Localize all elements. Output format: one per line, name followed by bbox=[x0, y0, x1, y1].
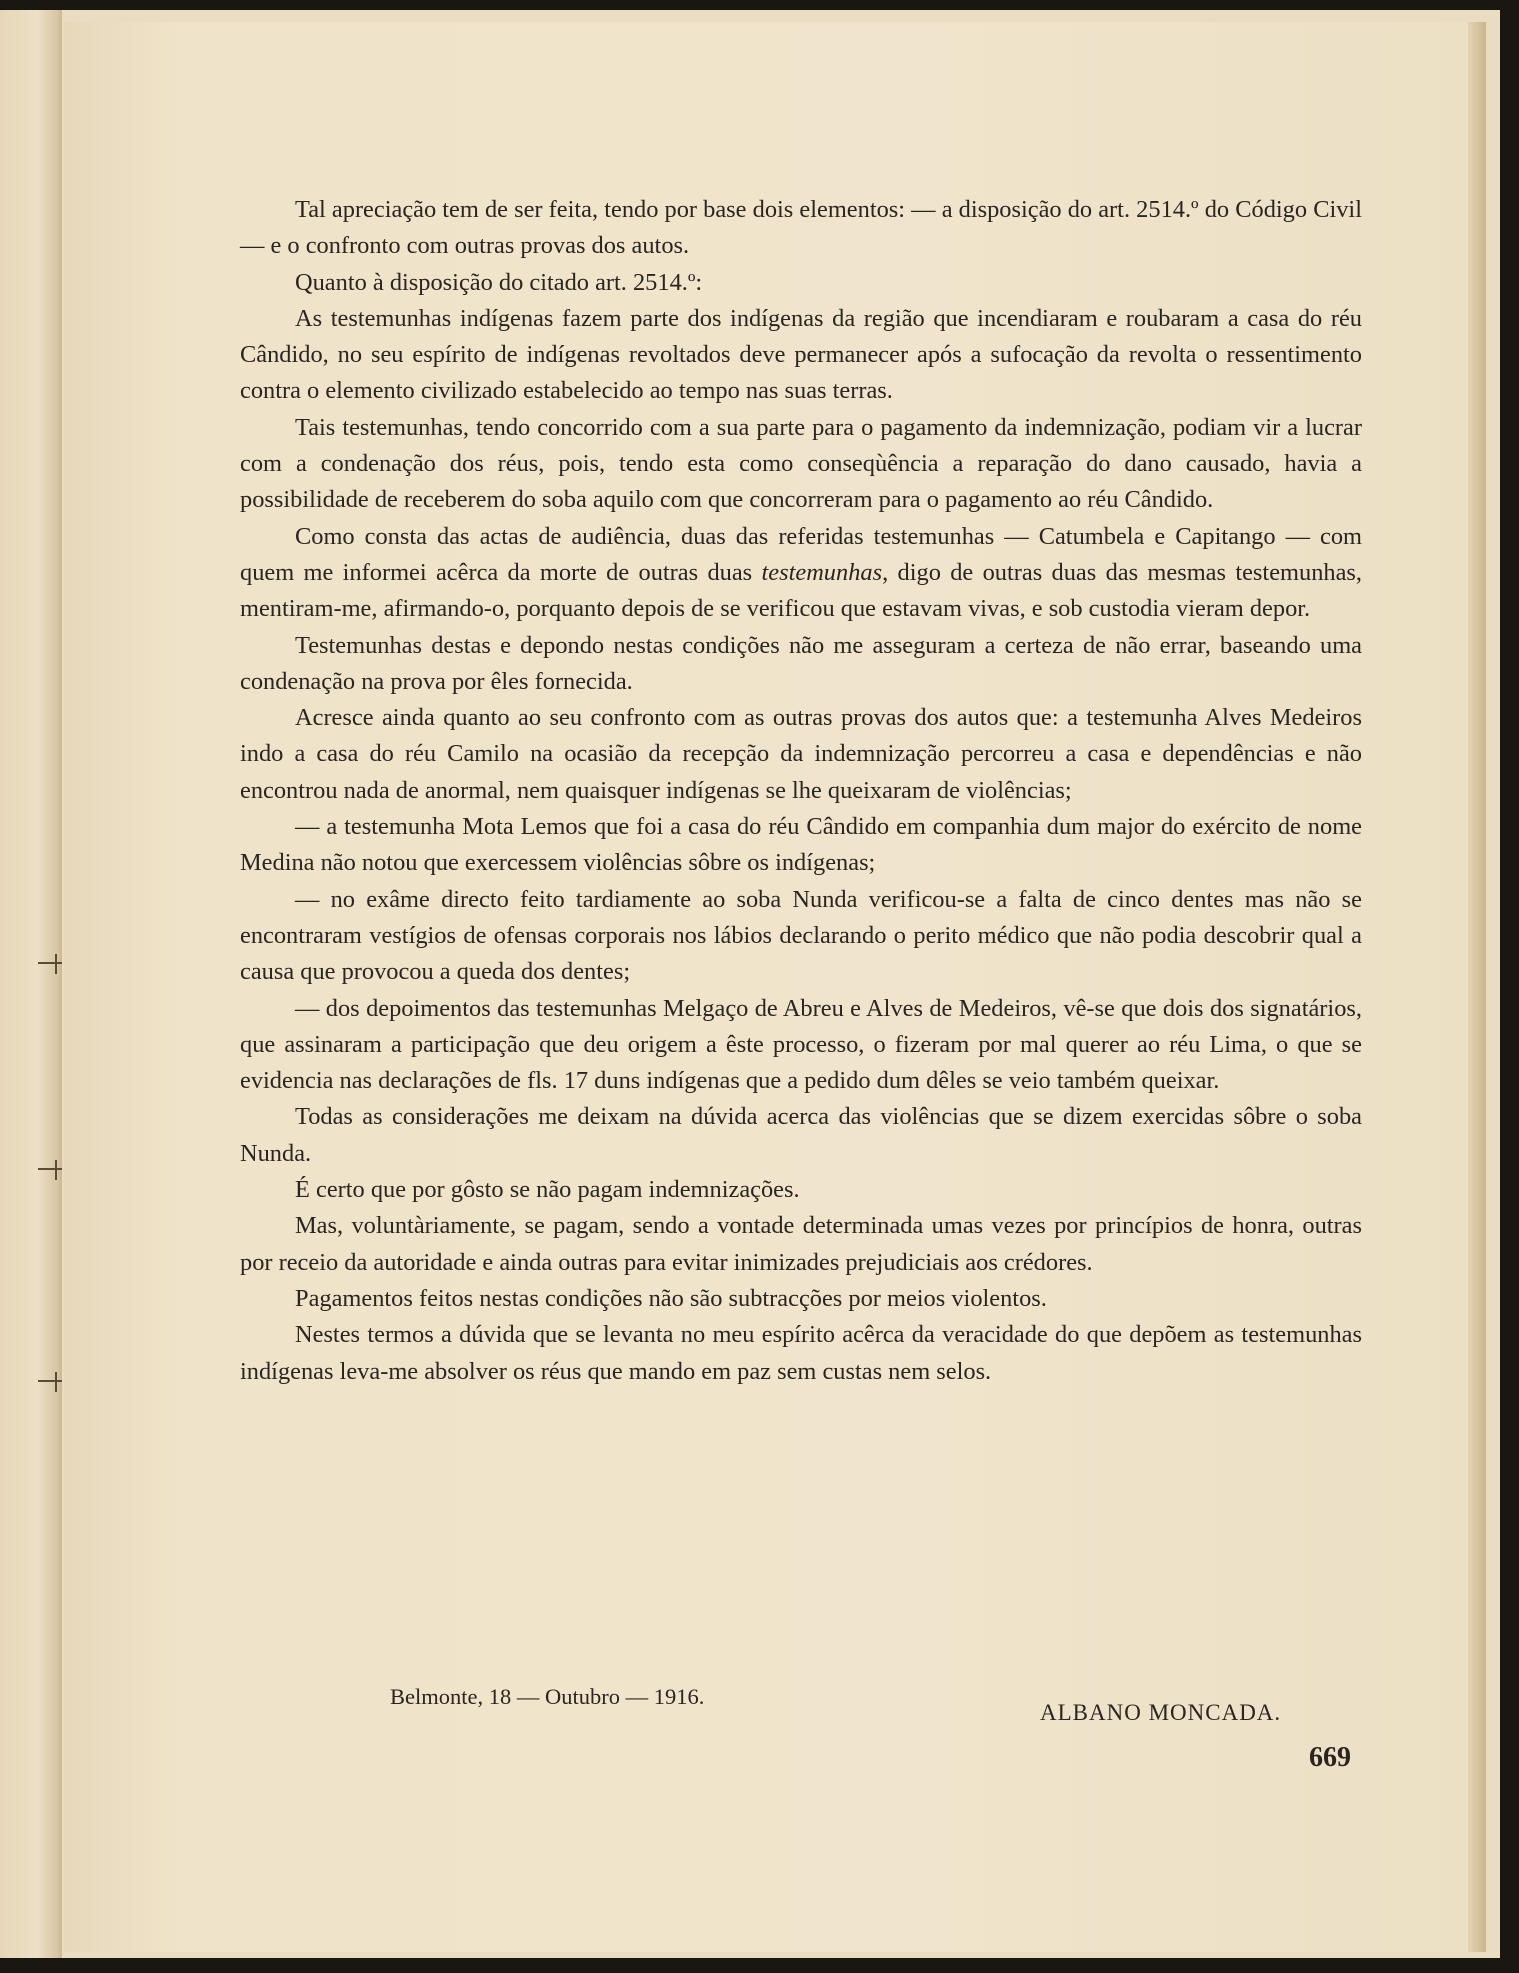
paragraph: Testemunhas destas e depondo nestas condições não me asseguram a certeza de não errar, baseando uma condenação na prova por êles fornecida. bbox=[240, 631, 1362, 695]
left-page-edge bbox=[0, 10, 62, 1958]
scan-frame bbox=[0, 10, 1500, 1958]
signature: ALBANO MONCADA. bbox=[1040, 1700, 1282, 1725]
paragraph: Nestes termos a dúvida que se levanta no meu espírito acêrca da veracidade do que depõem as testemunhas indígenas leva-me absolver os réus que mando em paz sem custas nem selos. bbox=[240, 1321, 1362, 1385]
margin-tick bbox=[38, 1380, 62, 1382]
page-right-edge bbox=[1468, 22, 1486, 1952]
document-page bbox=[64, 22, 1486, 1952]
paragraph: — dos depoimentos das testemunhas Melgaço de Abreu e Alves de Medeiros, vê-se que dois dos signatários, que assinaram a participação que deu origem a êste processo, o fizeram por mal querer ao réu Lima, o que se evidencia nas declarações de fls. 17 duns indígenas que a pedido dum dêles se veio também queixar. bbox=[240, 994, 1362, 1095]
body-text bbox=[240, 192, 1362, 1390]
paragraph-text: , digo de outras duas das mesmas testemunhas, mentiram-me, afirmando-o, porquanto depois de se verificou que estavam vivas, e sob custodia vieram depor. bbox=[240, 558, 1362, 623]
paragraph: É certo que por gôsto se não pagam indemnizações. bbox=[295, 1176, 800, 1204]
margin-tick bbox=[55, 954, 57, 974]
paragraph: Tais testemunhas, tendo concorrido com a sua parte para o pagamento da indemnização, podiam vir a lucrar com a condenação dos réus, pois, tendo esta como conseqùência a reparação do dano causado, havia a possibilidade de receberem do soba aquilo com que concorreram para o pagamento ao réu Cândido. bbox=[240, 413, 1362, 514]
margin-tick bbox=[38, 962, 62, 964]
paragraph: Acresce ainda quanto ao seu confronto com as outras provas dos autos que: a testemunha Alves Medeiros indo a casa do réu Camilo na ocasião da recepção da indemnização percorreu a casa e dependências e não encontrou nada de anormal, nem quaisquer indígenas se lhe queixaram de violências; bbox=[240, 704, 1362, 804]
margin-tick bbox=[55, 1160, 57, 1180]
paragraph: — a testemunha Mota Lemos que foi a casa do réu Cândido em companhia dum major do exército de nome Medina não notou que exercessem violências sôbre os indígenas; bbox=[240, 813, 1362, 877]
paragraph: Todas as considerações me deixam na dúvida acerca das violências que se dizem exercidas sôbre o soba Nunda. bbox=[240, 1103, 1362, 1167]
paragraph: Pagamentos feitos nestas condições não são subtracções por meios violentos. bbox=[295, 1284, 1047, 1312]
paragraph-text: Como consta das actas de audiência, duas das referidas testemunhas — Catumbela e Capitango — com quem me informei acêrca da morte de outras duas bbox=[240, 522, 1362, 586]
paragraph: Quanto à disposição do citado art. 2514.º: bbox=[295, 268, 703, 296]
page-number: 669 bbox=[1309, 1742, 1351, 1773]
margin-tick bbox=[38, 1168, 62, 1170]
italic-word: testemunhas bbox=[761, 558, 883, 586]
paragraph: As testemunhas indígenas fazem parte dos indígenas da região que incendiaram e roubaram a casa do réu Cândido, no seu espírito de indígenas revoltados deve permanecer após a sufocação da revolta o ressentimento contra o elemento civilizado estabelecido ao tempo nas suas terras. bbox=[240, 304, 1362, 405]
paragraph bbox=[240, 519, 1362, 628]
paragraph: — no exâme directo feito tardiamente ao soba Nunda verificou-se a falta de cinco dentes mas não se encontraram vestígios de ofensas corporais nos lábios declarando o perito médico que não podia descobrir qual a causa que provocou a queda dos dentes; bbox=[240, 885, 1362, 986]
paragraph: Tal apreciação tem de ser feita, tendo por base dois elementos: — a disposição do art. 2514.º do Código Civil — e o confronto com outras provas dos autos. bbox=[240, 196, 1362, 260]
margin-tick bbox=[55, 1372, 57, 1392]
paragraph: Mas, voluntàriamente, se pagam, sendo a vontade determinada umas vezes por princípios de honra, outras por receio da autoridade e ainda outras para evitar inimizades prejudiciais aos crédores. bbox=[240, 1212, 1362, 1276]
date-line: Belmonte, 18 — Outubro — 1916. bbox=[390, 1684, 705, 1709]
